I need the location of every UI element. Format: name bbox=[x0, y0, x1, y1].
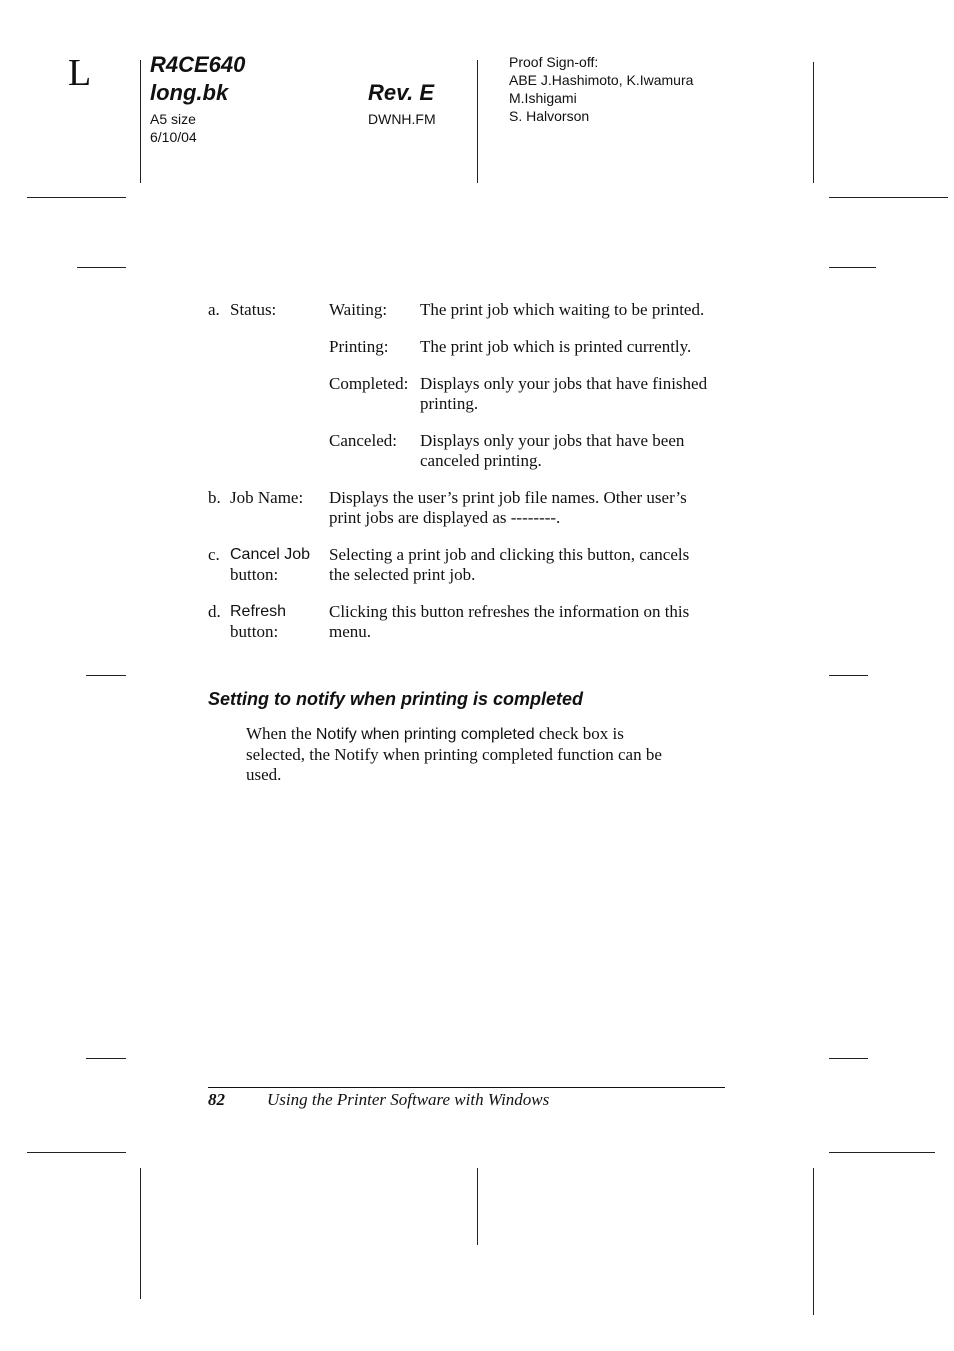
list-desc: Clicking this button refreshes the information on this bbox=[329, 602, 690, 621]
chapter-title: Using the Printer Software with Windows bbox=[267, 1090, 550, 1109]
proof-title: Proof Sign-off: bbox=[509, 54, 599, 70]
status-term: Waiting: bbox=[329, 300, 388, 319]
header-middle-block bbox=[368, 79, 436, 128]
status-desc: canceled printing. bbox=[420, 451, 542, 470]
status-term: Completed: bbox=[329, 374, 409, 393]
list-desc: Selecting a print job and clicking this button, cancels bbox=[329, 545, 690, 564]
crop-mark bbox=[140, 1168, 141, 1299]
crop-mark bbox=[77, 267, 126, 268]
list-marker: a. bbox=[208, 300, 220, 319]
list-marker: d. bbox=[208, 602, 221, 621]
paragraph-line bbox=[246, 724, 726, 745]
list-marker: c. bbox=[208, 545, 220, 564]
paragraph-text: check box is bbox=[534, 724, 624, 743]
list-desc: print jobs are displayed as --------. bbox=[329, 508, 561, 527]
status-desc: printing. bbox=[420, 394, 479, 413]
paragraph bbox=[246, 724, 726, 785]
proof-line: ABE J.Hashimoto, K.Iwamura bbox=[509, 72, 694, 88]
crop-mark bbox=[829, 675, 868, 676]
list-label: Cancel Job bbox=[230, 546, 311, 563]
list-desc: menu. bbox=[329, 622, 372, 641]
crop-mark bbox=[140, 60, 141, 183]
list-label: Refresh bbox=[230, 603, 287, 620]
list-label: button: bbox=[230, 565, 279, 584]
proof-signoff bbox=[509, 53, 693, 125]
crop-mark bbox=[27, 1152, 126, 1153]
list-desc: Displays the user’s print job file names. Other user’s bbox=[329, 488, 687, 507]
crop-mark bbox=[86, 675, 126, 676]
list-label: Status: bbox=[230, 300, 277, 319]
footer-rule bbox=[208, 1087, 725, 1088]
paragraph-line: used. bbox=[246, 765, 282, 784]
crop-mark bbox=[813, 62, 814, 183]
paragraph-line: selected, the Notify when printing completed function can be bbox=[246, 745, 662, 764]
ui-term: Notify when printing completed bbox=[315, 726, 535, 743]
list-desc: the selected print job. bbox=[329, 565, 476, 584]
section-heading: Setting to notify when printing is completed bbox=[208, 689, 583, 709]
list-label: Job Name: bbox=[230, 488, 304, 507]
page-size: A5 size bbox=[150, 111, 196, 127]
crop-mark bbox=[829, 1058, 868, 1059]
revision: Rev. E bbox=[368, 80, 435, 105]
crop-mark bbox=[829, 267, 876, 268]
status-desc: Displays only your jobs that have been bbox=[420, 431, 685, 450]
crop-mark bbox=[27, 197, 126, 198]
corner-letter: L bbox=[68, 52, 92, 94]
header-left-block bbox=[150, 51, 245, 146]
status-desc: The print job which is printed currently. bbox=[420, 337, 692, 356]
page-number: 82 bbox=[208, 1090, 225, 1109]
header-date: 6/10/04 bbox=[150, 129, 197, 145]
paragraph-text: When the bbox=[246, 724, 316, 743]
status-desc: Displays only your jobs that have finished bbox=[420, 374, 708, 393]
crop-mark bbox=[829, 197, 948, 198]
crop-mark bbox=[829, 1152, 935, 1153]
proof-line: S. Halvorson bbox=[509, 108, 590, 124]
file-name: DWNH.FM bbox=[368, 111, 436, 127]
status-desc: The print job which waiting to be printed. bbox=[420, 300, 705, 319]
crop-mark bbox=[477, 60, 478, 183]
doc-code: R4CE640 bbox=[150, 52, 246, 77]
crop-mark bbox=[86, 1058, 126, 1059]
crop-mark bbox=[477, 1168, 478, 1245]
status-term: Printing: bbox=[329, 337, 389, 356]
crop-mark bbox=[813, 1168, 814, 1315]
list-label: button: bbox=[230, 622, 279, 641]
list-marker: b. bbox=[208, 488, 221, 507]
book-name: long.bk bbox=[150, 80, 229, 105]
status-term: Canceled: bbox=[329, 431, 397, 450]
proof-line: M.Ishigami bbox=[509, 90, 577, 106]
